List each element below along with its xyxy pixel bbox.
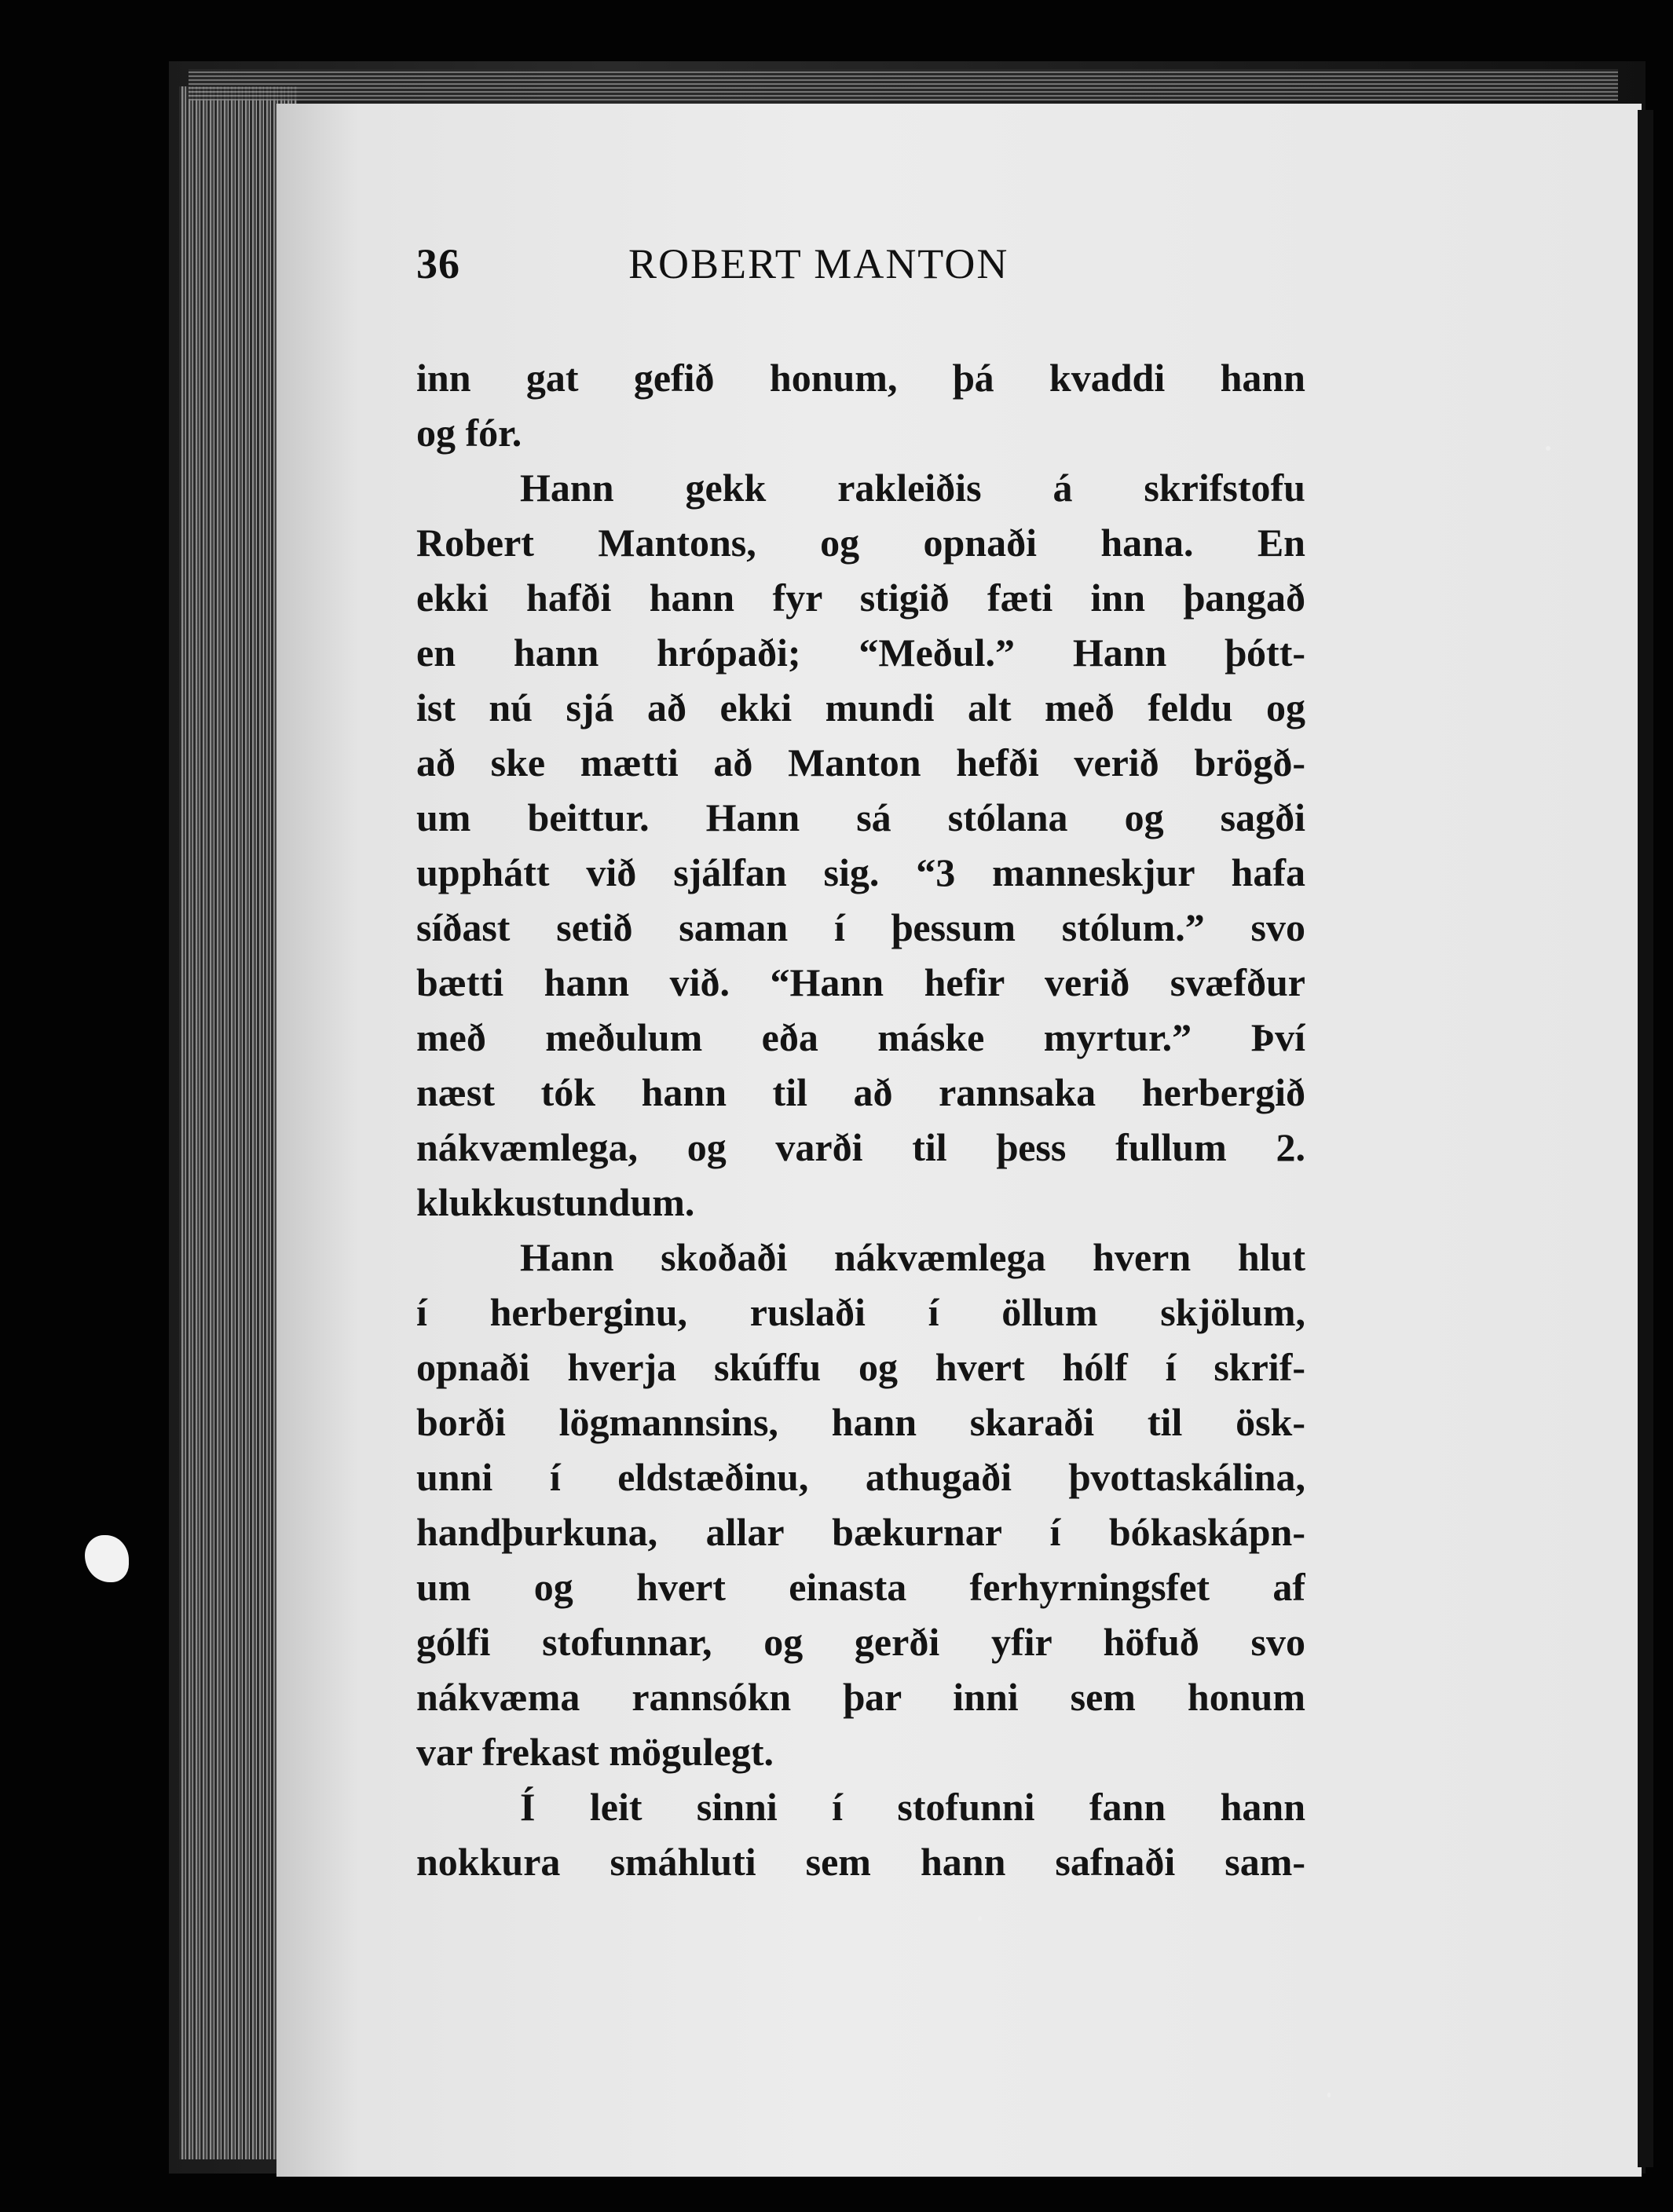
text-line: gólfi stofunnar, og gerði yfir höfuð svo <box>416 1620 1305 1664</box>
text-line: ist nú sjá að ekki mundi alt með feldu og <box>416 686 1305 729</box>
text-line: nokkura smáhluti sem hann safnaði sam- <box>416 1840 1305 1884</box>
text-line: og fór. <box>416 411 522 455</box>
text-line: að ske mætti að Manton hefði verið brögð- <box>416 740 1305 784</box>
running-title: ROBERT MANTON <box>628 240 1009 287</box>
text-line: síðast setið saman í þessum stólum.” svo <box>416 905 1305 949</box>
text-line: borði lögmannsins, hann skaraði til ösk- <box>416 1400 1305 1444</box>
text-line: Robert Mantons, og opnaði hana. En <box>416 521 1305 565</box>
page-shadow <box>1638 110 1653 2167</box>
text-line: klukkustundum. <box>416 1180 695 1224</box>
text-line: opnaði hverja skúffu og hvert hólf í skrif- <box>416 1345 1305 1389</box>
scan-speck <box>1546 446 1550 451</box>
text-line: var frekast mögulegt. <box>416 1730 774 1774</box>
text-line: nákvæmlega, og varði til þess fullum 2. <box>416 1125 1305 1169</box>
text-line: inn gat gefið honum, þá kvaddi hann <box>416 356 1305 400</box>
text-line: Hann skoðaði nákvæmlega hvern hlut <box>520 1235 1305 1279</box>
text-line: unni í eldstæðinu, athugaði þvottaskálina, <box>416 1455 1305 1499</box>
text-line: en hann hrópaði; “Meðul.” Hann þótt- <box>416 631 1305 675</box>
text-line: með meðulum eða máske myrtur.” Því <box>416 1015 1305 1059</box>
text-line: næst tók hann til að rannsaka herbergið <box>416 1070 1305 1114</box>
page-number: 36 <box>416 240 460 287</box>
text-line: upphátt við sjálfan sig. “3 manneskjur hafa <box>416 850 1305 894</box>
scan-speck <box>1327 2093 1331 2097</box>
running-head <box>416 239 1351 302</box>
text-line: bætti hann við. “Hann hefir verið svæfður <box>416 960 1305 1004</box>
body-text <box>416 350 1305 1889</box>
text-line: í herberginu, ruslaði í öllum skjölum, <box>416 1290 1305 1334</box>
scan-blemish <box>85 1535 129 1582</box>
text-line: Hann gekk rakleiðis á skrifstofu <box>520 466 1305 510</box>
text-line: nákvæma rannsókn þar inni sem honum <box>416 1675 1305 1719</box>
page-edges-top <box>189 69 1618 101</box>
text-line: Í leit sinni í stofunni fann hann <box>520 1785 1305 1829</box>
scan-speck <box>978 1916 982 1921</box>
text-line: ekki hafði hann fyr stigið fæti inn þangað <box>416 576 1305 620</box>
text-line: um beittur. Hann sá stólana og sagði <box>416 795 1305 839</box>
text-line: um og hvert einasta ferhyrningsfet af <box>416 1565 1305 1609</box>
text-line: handþurkuna, allar bækurnar í bókaskápn- <box>416 1510 1305 1554</box>
